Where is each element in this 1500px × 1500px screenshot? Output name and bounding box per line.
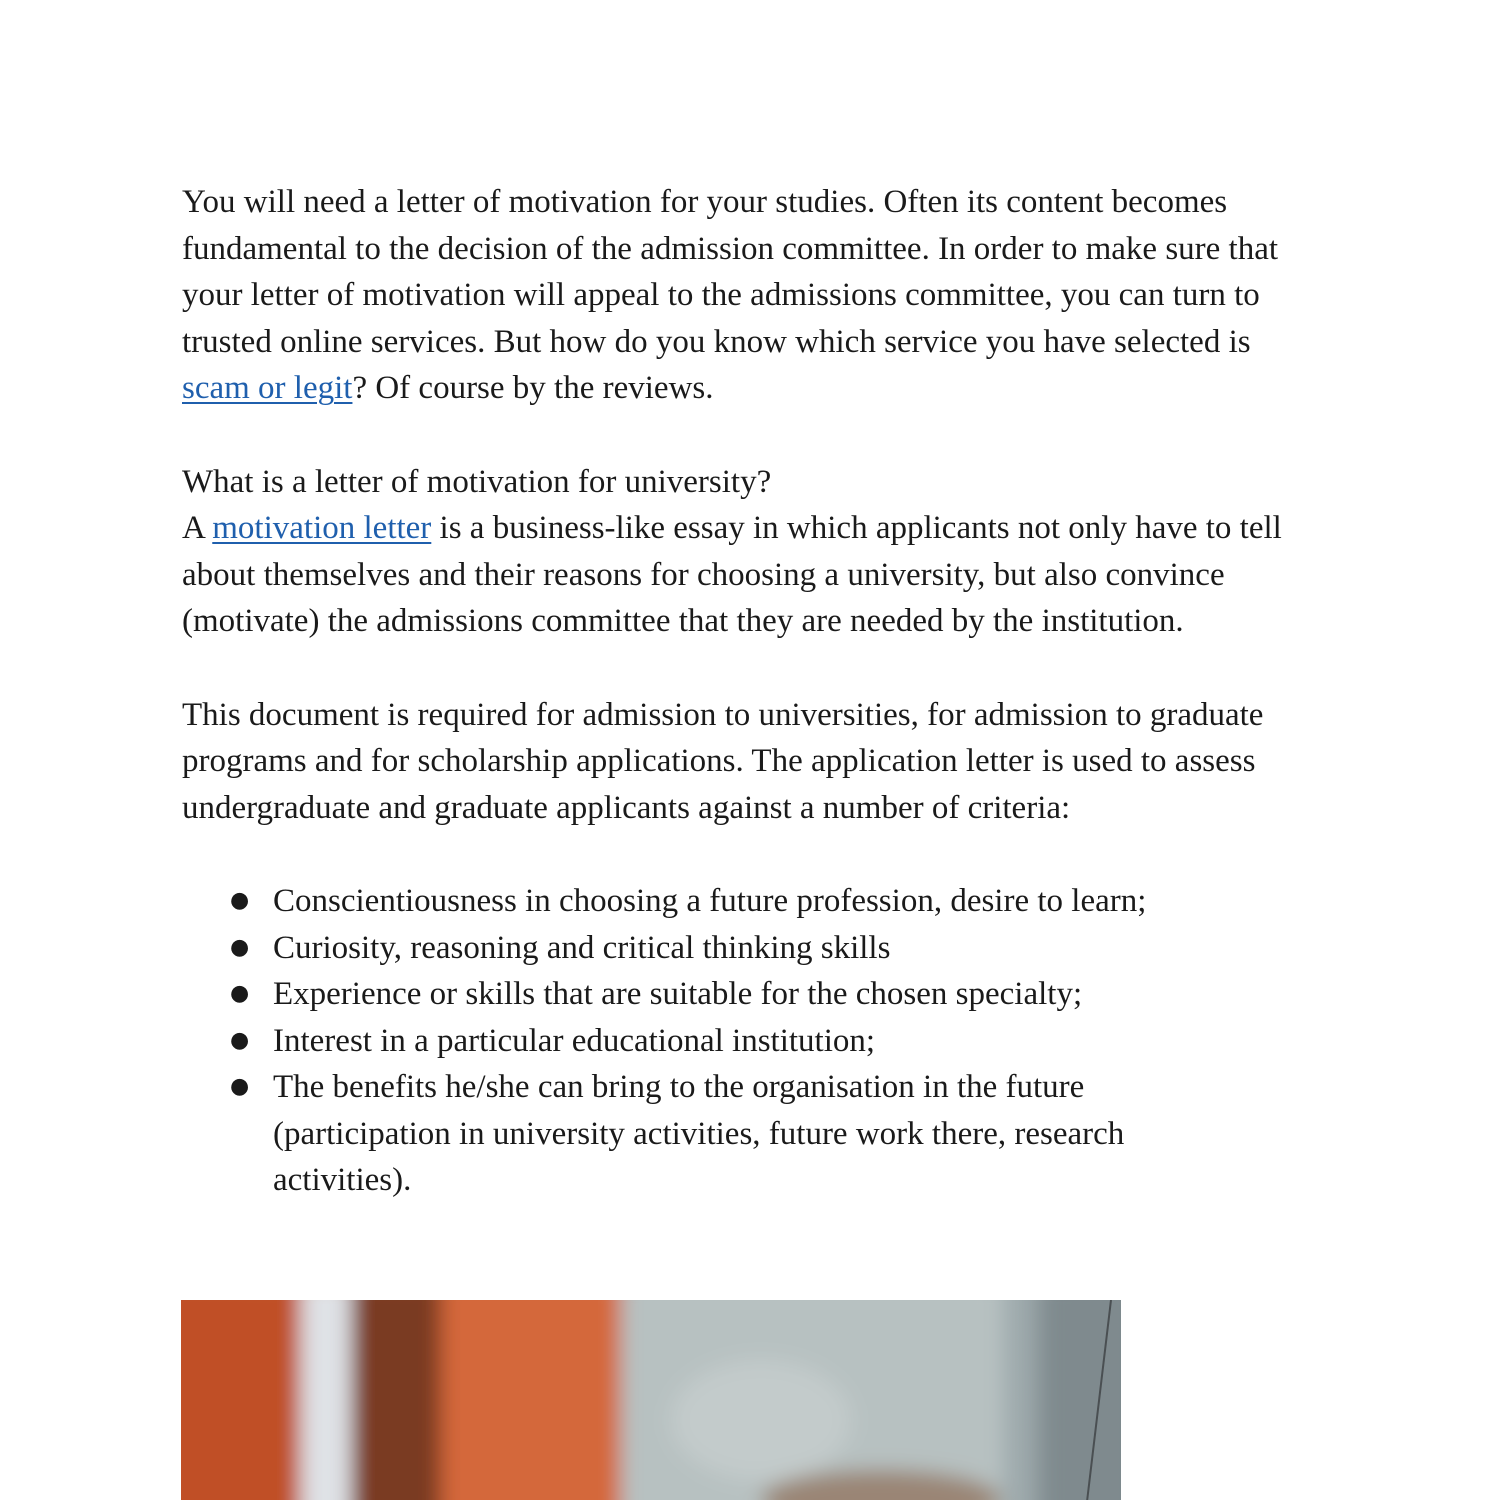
- section-heading: What is a letter of motivation for university?: [182, 463, 772, 500]
- blurred-photo-illustration: [181, 1300, 1121, 1500]
- article-photo: [181, 1300, 1121, 1500]
- requirements-paragraph: This document is required for admission to universities, for admission to graduate programs and for scholarship applications. The application letter is used to assess undergraduate and graduate applicants against a number of criteria:: [182, 696, 1264, 826]
- scam-or-legit-link[interactable]: scam or legit: [182, 370, 353, 407]
- bullet-icon: ●: [230, 934, 250, 960]
- list-item: [182, 925, 1233, 972]
- document-body: [182, 179, 1322, 1204]
- list-item: [182, 1018, 1233, 1065]
- list-item-text: Curiosity, reasoning and critical thinking skills: [273, 929, 891, 966]
- list-item: [182, 878, 1233, 925]
- definition-text-before-link: A: [182, 510, 213, 547]
- intro-text-before-link: You will need a letter of motivation for your studies. Often its content becomes fundamental to the decision of the admission committee. In order to make sure that your letter of motivation will appeal to the admissions committee, you can turn to trusted online services. But how do you know which service you have selected is: [182, 184, 1279, 360]
- intro-text-after-link: ? Of course by the reviews.: [352, 370, 714, 407]
- definition-text-after-link: is a business-like essay in which applicants not only have to tell about themselves and their reasons for choosing a university, but also convince (motivate) the admissions committee that they are needed by the institution.: [182, 510, 1282, 640]
- list-item-text: Interest in a particular educational institution;: [273, 1022, 876, 1059]
- bullet-icon: ●: [230, 1074, 250, 1100]
- list-item: [182, 971, 1233, 1018]
- intro-paragraph: [182, 179, 1322, 412]
- paragraph-spacer: [182, 831, 1322, 878]
- motivation-letter-link[interactable]: motivation letter: [212, 510, 432, 547]
- bullet-icon: ●: [230, 1027, 250, 1053]
- paragraph-spacer: [182, 645, 1322, 692]
- criteria-list: [182, 878, 1322, 1204]
- list-item: [182, 1064, 1233, 1204]
- bullet-icon: ●: [230, 887, 250, 913]
- list-item-text: The benefits he/she can bring to the organisation in the future (participation in university activities, future work there, research activities).: [273, 1069, 1125, 1199]
- paragraph-spacer: [182, 412, 1322, 459]
- list-item-text: Experience or skills that are suitable for the chosen specialty;: [273, 976, 1083, 1013]
- definition-paragraph: [182, 505, 1322, 645]
- list-item-text: Conscientiousness in choosing a future profession, desire to learn;: [273, 882, 1147, 919]
- bullet-icon: ●: [230, 981, 250, 1007]
